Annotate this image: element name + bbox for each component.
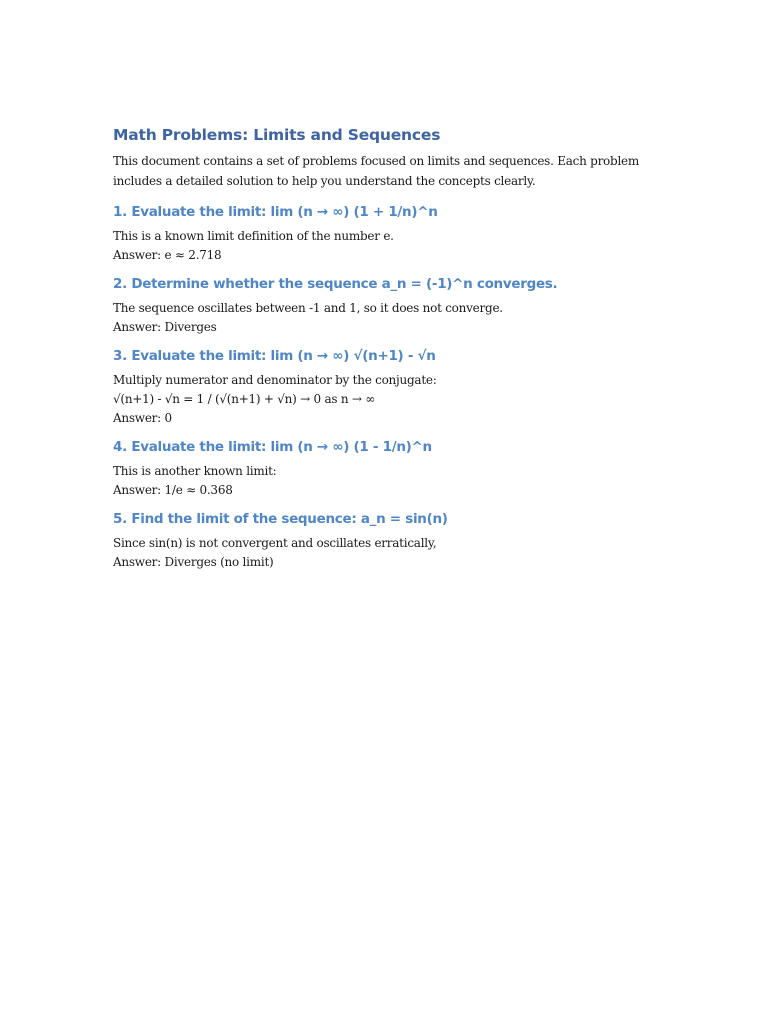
document-page xyxy=(113,124,658,582)
problem-heading: 2. Determine whether the sequence a_n = (-1)^n converges. xyxy=(113,276,558,292)
solution-line: Multiply numerator and denominator by the conjugate: xyxy=(113,373,437,387)
solution-line: This is a known limit definition of the number e. xyxy=(113,229,394,243)
problem-4 xyxy=(113,438,658,500)
problem-1 xyxy=(113,203,658,265)
solution-line: This is another known limit: xyxy=(113,464,277,478)
problem-5 xyxy=(113,510,658,572)
problem-heading: 1. Evaluate the limit: lim (n → ∞) (1 + 1/n)^n xyxy=(113,204,438,220)
document-intro: This document contains a set of problems focused on limits and sequences. Each problem includes a detailed solution to help you understand the concepts clearly. xyxy=(113,154,640,188)
answer-line: Answer: 1/e ≈ 0.368 xyxy=(113,483,233,497)
answer-line: Answer: e ≈ 2.718 xyxy=(113,248,222,262)
solution-line: √(n+1) - √n = 1 / (√(n+1) + √n) → 0 as n → ∞ xyxy=(113,392,375,406)
problem-3 xyxy=(113,347,658,428)
solution-line: The sequence oscillates between -1 and 1, so it does not converge. xyxy=(113,301,503,315)
problem-heading: 3. Evaluate the limit: lim (n → ∞) √(n+1) - √n xyxy=(113,348,436,364)
problem-heading: 4. Evaluate the limit: lim (n → ∞) (1 - 1/n)^n xyxy=(113,439,432,455)
problem-2 xyxy=(113,275,658,337)
answer-line: Answer: Diverges xyxy=(113,320,217,334)
document-title: Math Problems: Limits and Sequences xyxy=(113,126,441,144)
answer-line: Answer: 0 xyxy=(113,411,172,425)
answer-line: Answer: Diverges (no limit) xyxy=(113,555,274,569)
solution-line: Since sin(n) is not convergent and oscillates erratically, xyxy=(113,536,437,550)
problem-heading: 5. Find the limit of the sequence: a_n = sin(n) xyxy=(113,511,448,527)
